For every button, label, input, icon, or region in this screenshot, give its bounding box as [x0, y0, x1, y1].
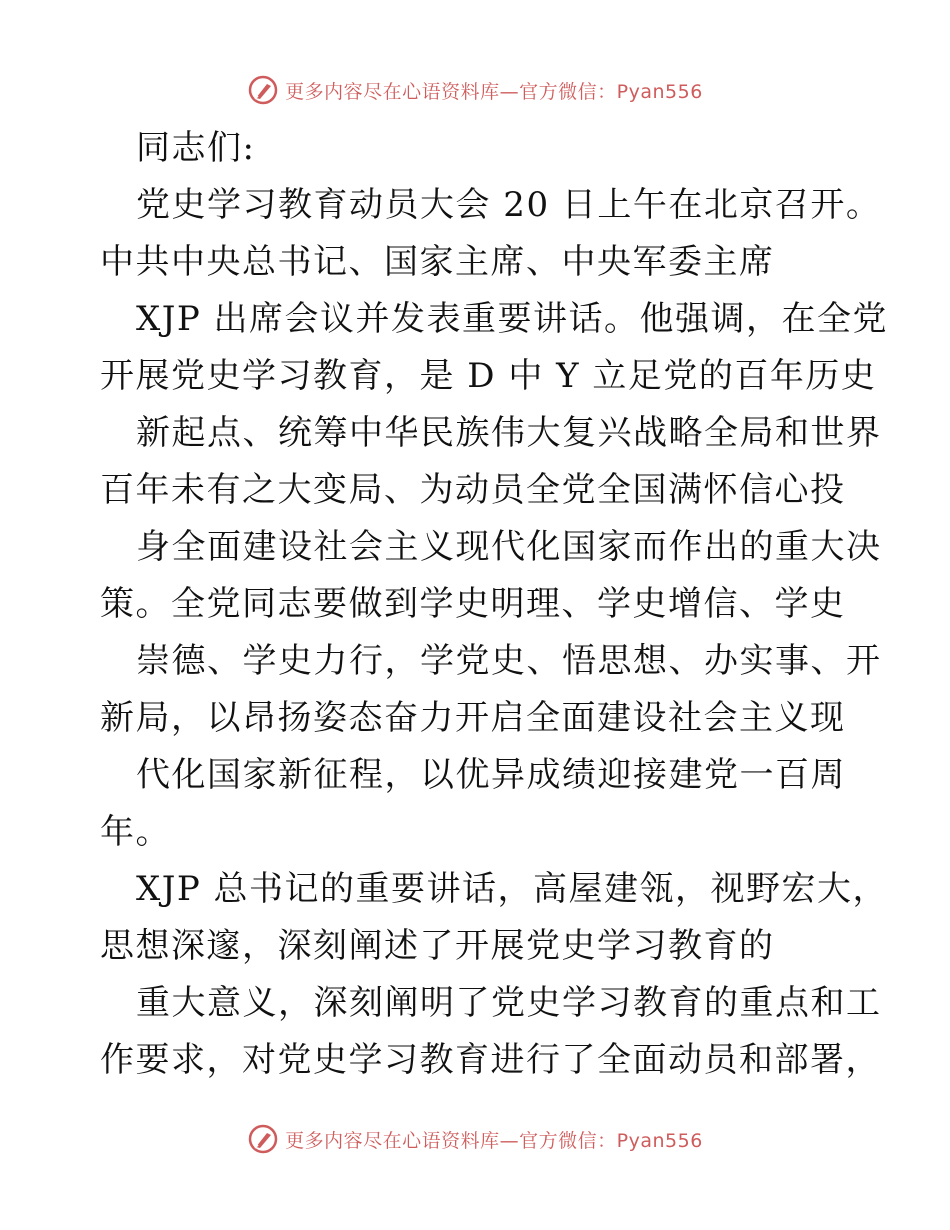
footer-watermark: [0, 1121, 950, 1157]
text-line: 身全面建设社会主义现代化国家而作出的重大决: [136, 527, 882, 567]
text-line: 年。: [100, 812, 171, 852]
text-line: 开展党史学习教育，是 D 中 Y 立足党的百年历史: [100, 356, 877, 396]
text-line: 思想深邃，深刻阐述了开展党史学习教育的: [100, 926, 775, 966]
text-line: XJP 出席会议并发表重要讲话。他强调，在全党: [136, 299, 889, 339]
watermark-text: 更多内容尽在心语资料库—官方微信：Pyan556: [285, 80, 703, 103]
text-line: 作要求，对党史学习教育进行了全面动员和部署，: [100, 1040, 881, 1080]
text-line: 重大意义，深刻阐明了党史学习教育的重点和工: [136, 983, 882, 1023]
text-line: 策。全党同志要做到学史明理、学史增信、学史: [100, 584, 846, 624]
text-line: XJP 总书记的重要讲话，高屋建瓴，视野宏大，: [136, 869, 889, 909]
text-line: 百年未有之大变局、为动员全党全国满怀信心投: [100, 470, 846, 510]
text-line: 代化国家新征程，以优异成绩迎接建党一百周: [136, 755, 846, 795]
pen-nib-logo-icon: [247, 1123, 279, 1155]
text-line: 同志们:: [136, 128, 256, 168]
text-line: 新起点、统筹中华民族伟大复兴战略全局和世界: [136, 413, 882, 453]
text-line: 中共中央总书记、国家主席、中央军委主席: [100, 242, 775, 282]
text-line: 崇德、学史力行，学党史、悟思想、办实事、开: [136, 641, 882, 681]
text-line: 党史学习教育动员大会 20 日上午在北京召开。: [136, 185, 882, 225]
watermark-text: 更多内容尽在心语资料库—官方微信：Pyan556: [285, 1129, 703, 1152]
text-line: 新局，以昂扬姿态奋力开启全面建设社会主义现: [100, 698, 846, 738]
